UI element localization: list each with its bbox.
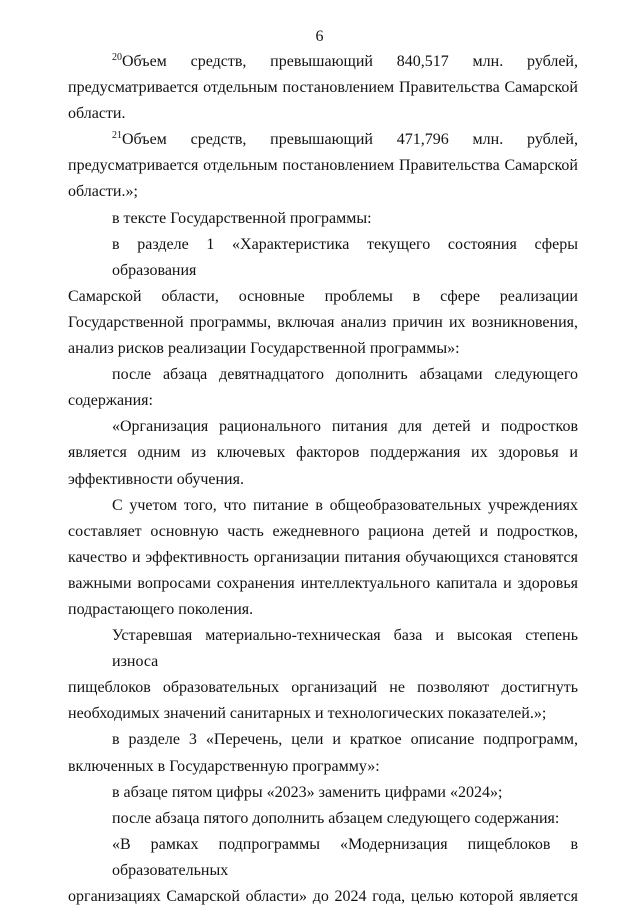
text-line: «В рамках подпрограммы «Модернизация пищеблоков в образовательных [112, 835, 578, 879]
text-line: является одним из ключевых факторов поддержания их здоровья и [68, 444, 578, 462]
text-line: в разделе 1 «Характеристика текущего состояния сферы образования [112, 235, 578, 279]
text-line: подрастающего поколения. [68, 600, 254, 618]
footnote-21-line: предусматривается отдельным постановлением Правительства Самарской [68, 157, 578, 175]
text-line: в тексте Государственной программы: [112, 209, 372, 227]
document-body [68, 49, 578, 910]
footnote-marker: 20 [112, 52, 122, 63]
footnote-marker: 21 [112, 130, 122, 142]
text-line: С учетом того, что питание в общеобразовательных учреждениях [112, 496, 578, 514]
footnote-20-line [68, 49, 578, 75]
text-line: составляет основную часть ежедневного рациона детей и подростков, [68, 522, 578, 540]
text-line: организациях Самарской области» до 2024 года, целью которой является [68, 888, 578, 905]
text-line: эффективности обучения. [68, 470, 244, 488]
footnote-21-line: области.»; [68, 183, 138, 201]
text-line: анализ рисков реализации Государственной программы»: [68, 340, 460, 358]
footnote-text: Объем средств, превышающий 471,796 млн. рублей, [122, 131, 578, 149]
text-line: после абзаца пятого дополнить абзацем следующего содержания: [112, 809, 560, 827]
text-line: «Организация рационального питания для детей и подростков [112, 418, 578, 436]
text-line: содержания: [68, 392, 153, 410]
text-line: включенных в Государственную программу»: [68, 757, 380, 775]
text-line: Устаревшая материально-техническая база и высокая степень износа [112, 627, 578, 671]
text-line: в разделе 3 «Перечень, цели и краткое описание подпрограмм, [112, 731, 578, 749]
text-line: после абзаца девятнадцатого дополнить абзацами следующего [112, 366, 578, 384]
footnote-20-line: предусматривается отдельным постановлением Правительства Самарской [68, 79, 578, 97]
footnote-21-line [68, 127, 578, 153]
text-line: качество и эффективность организации питания обучающихся становятся [68, 548, 578, 566]
text-line: в абзаце пятом цифры «2023» заменить цифрами «2024»; [112, 783, 503, 801]
text-line: важными вопросами сохранения интеллектуального капитала и здоровья [68, 574, 578, 592]
page-number: 6 [315, 28, 324, 45]
footnote-20-line: области. [68, 105, 126, 123]
footnote-text: Объем средств, превышающий 840,517 млн. рублей, [122, 53, 578, 70]
text-line: необходимых значений санитарных и технологических показателей.»; [68, 705, 547, 723]
text-line: Государственной программы, включая анализ причин их возникновения, [68, 313, 578, 331]
text-line: Самарской области, основные проблемы в сфере реализации [68, 287, 578, 305]
text-line: пищеблоков образовательных организаций не позволяют достигнуть [68, 679, 578, 697]
